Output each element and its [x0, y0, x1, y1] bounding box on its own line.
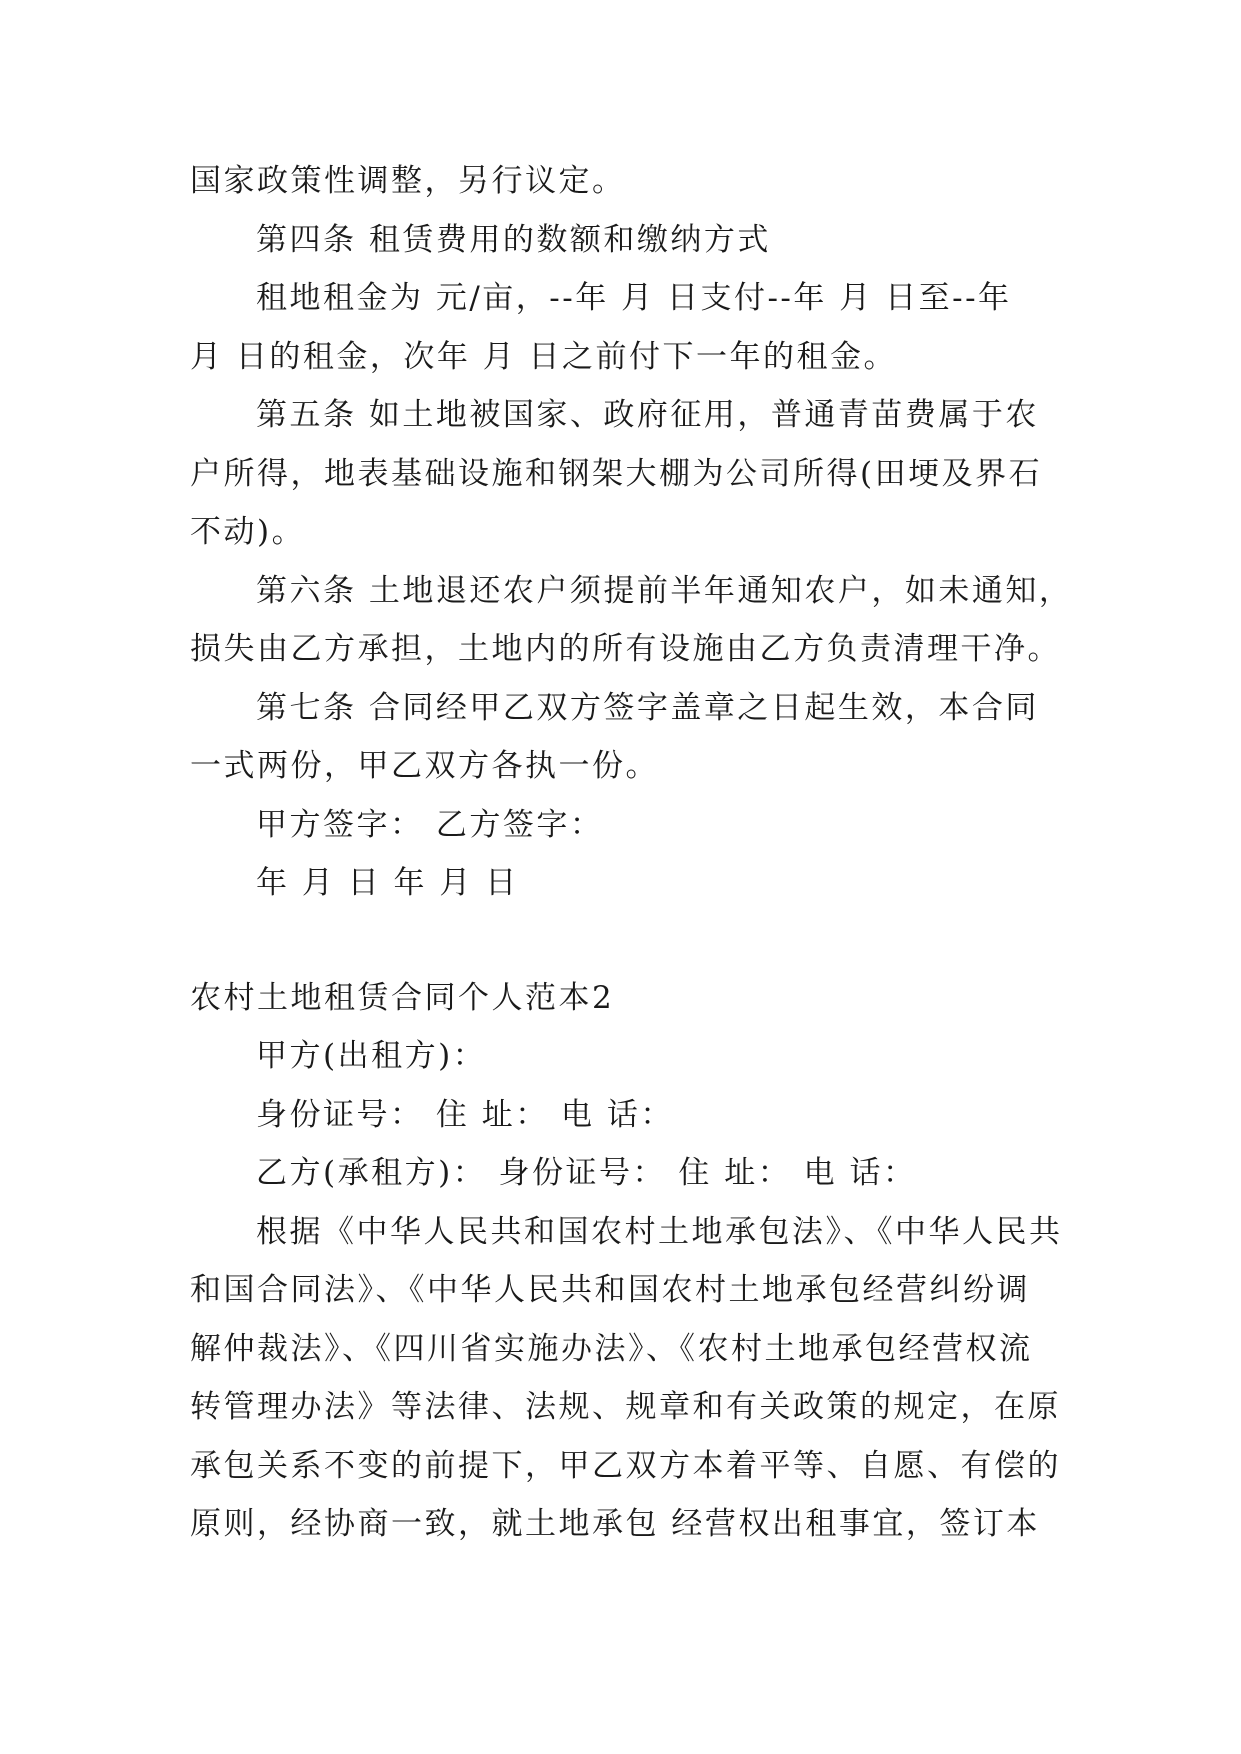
contract-clauses-part1: [190, 152, 1073, 913]
text-line: 户所得，地表基础设施和钢架大棚为公司所得(田埂及界石: [190, 455, 1043, 492]
text-line: 原则，经协商一致，就土地承包 经营权出租事宜，签订本: [190, 1506, 1040, 1542]
text-line: 一式两份，甲乙双方各执一份。: [190, 748, 659, 784]
text-line: 不动)。: [190, 514, 306, 550]
text-line: 损失由乙方承担，土地内的所有设施由乙方负责清理干净。: [190, 631, 1061, 667]
text-line: 甲方(出租方)：: [256, 1038, 487, 1074]
text-line: 第七条 合同经甲乙双方签字盖章之日起生效，本合同: [256, 689, 1039, 726]
text-line: 转管理办法》等法律、法规、规章和有关政策的规定，在原: [190, 1389, 1061, 1425]
section-title: 农村土地租赁合同个人范本2: [190, 979, 615, 1016]
text-line: 根据《中华人民共和国农村土地承包法》、《中华人民共: [256, 1213, 1063, 1250]
text-line: 承包关系不变的前提下，甲乙双方本着平等、自愿、有偿的: [190, 1447, 1061, 1484]
text-line: 甲方签字： 乙方签字：: [256, 806, 604, 843]
text-line: 年 月 日 年 月 日: [256, 865, 519, 901]
text-line: 乙方(承租方)： 身份证号： 住 址： 电 话：: [256, 1155, 917, 1191]
document-page: [190, 152, 1073, 1554]
text-line: 月 日的租金，次年 月 日之前付下一年的租金。: [190, 338, 898, 375]
text-line: 和国合同法》、《中华人民共和国农村土地承包经营纠纷调: [190, 1272, 1030, 1308]
text-line: 解仲裁法》、《四川省实施办法》、《农村土地承包经营权流: [190, 1330, 1033, 1367]
text-line: 国家政策性调整，另行议定。: [190, 163, 626, 199]
text-line: 第五条 如土地被国家、政府征用，普通青苗费属于农: [256, 397, 1039, 433]
text-line: 第四条 租赁费用的数额和缴纳方式: [256, 221, 771, 258]
text-line: 身份证号： 住 址： 电 话：: [256, 1096, 674, 1133]
contract-clauses-part2: [190, 1027, 1070, 1554]
text-line: 租地租金为 元/亩，--年 月 日支付--年 月 日至--年: [256, 280, 1012, 316]
section-gap: [190, 913, 1070, 969]
text-line: 第六条 土地退还农户须提前半年通知农户，如未通知，: [256, 572, 1073, 609]
